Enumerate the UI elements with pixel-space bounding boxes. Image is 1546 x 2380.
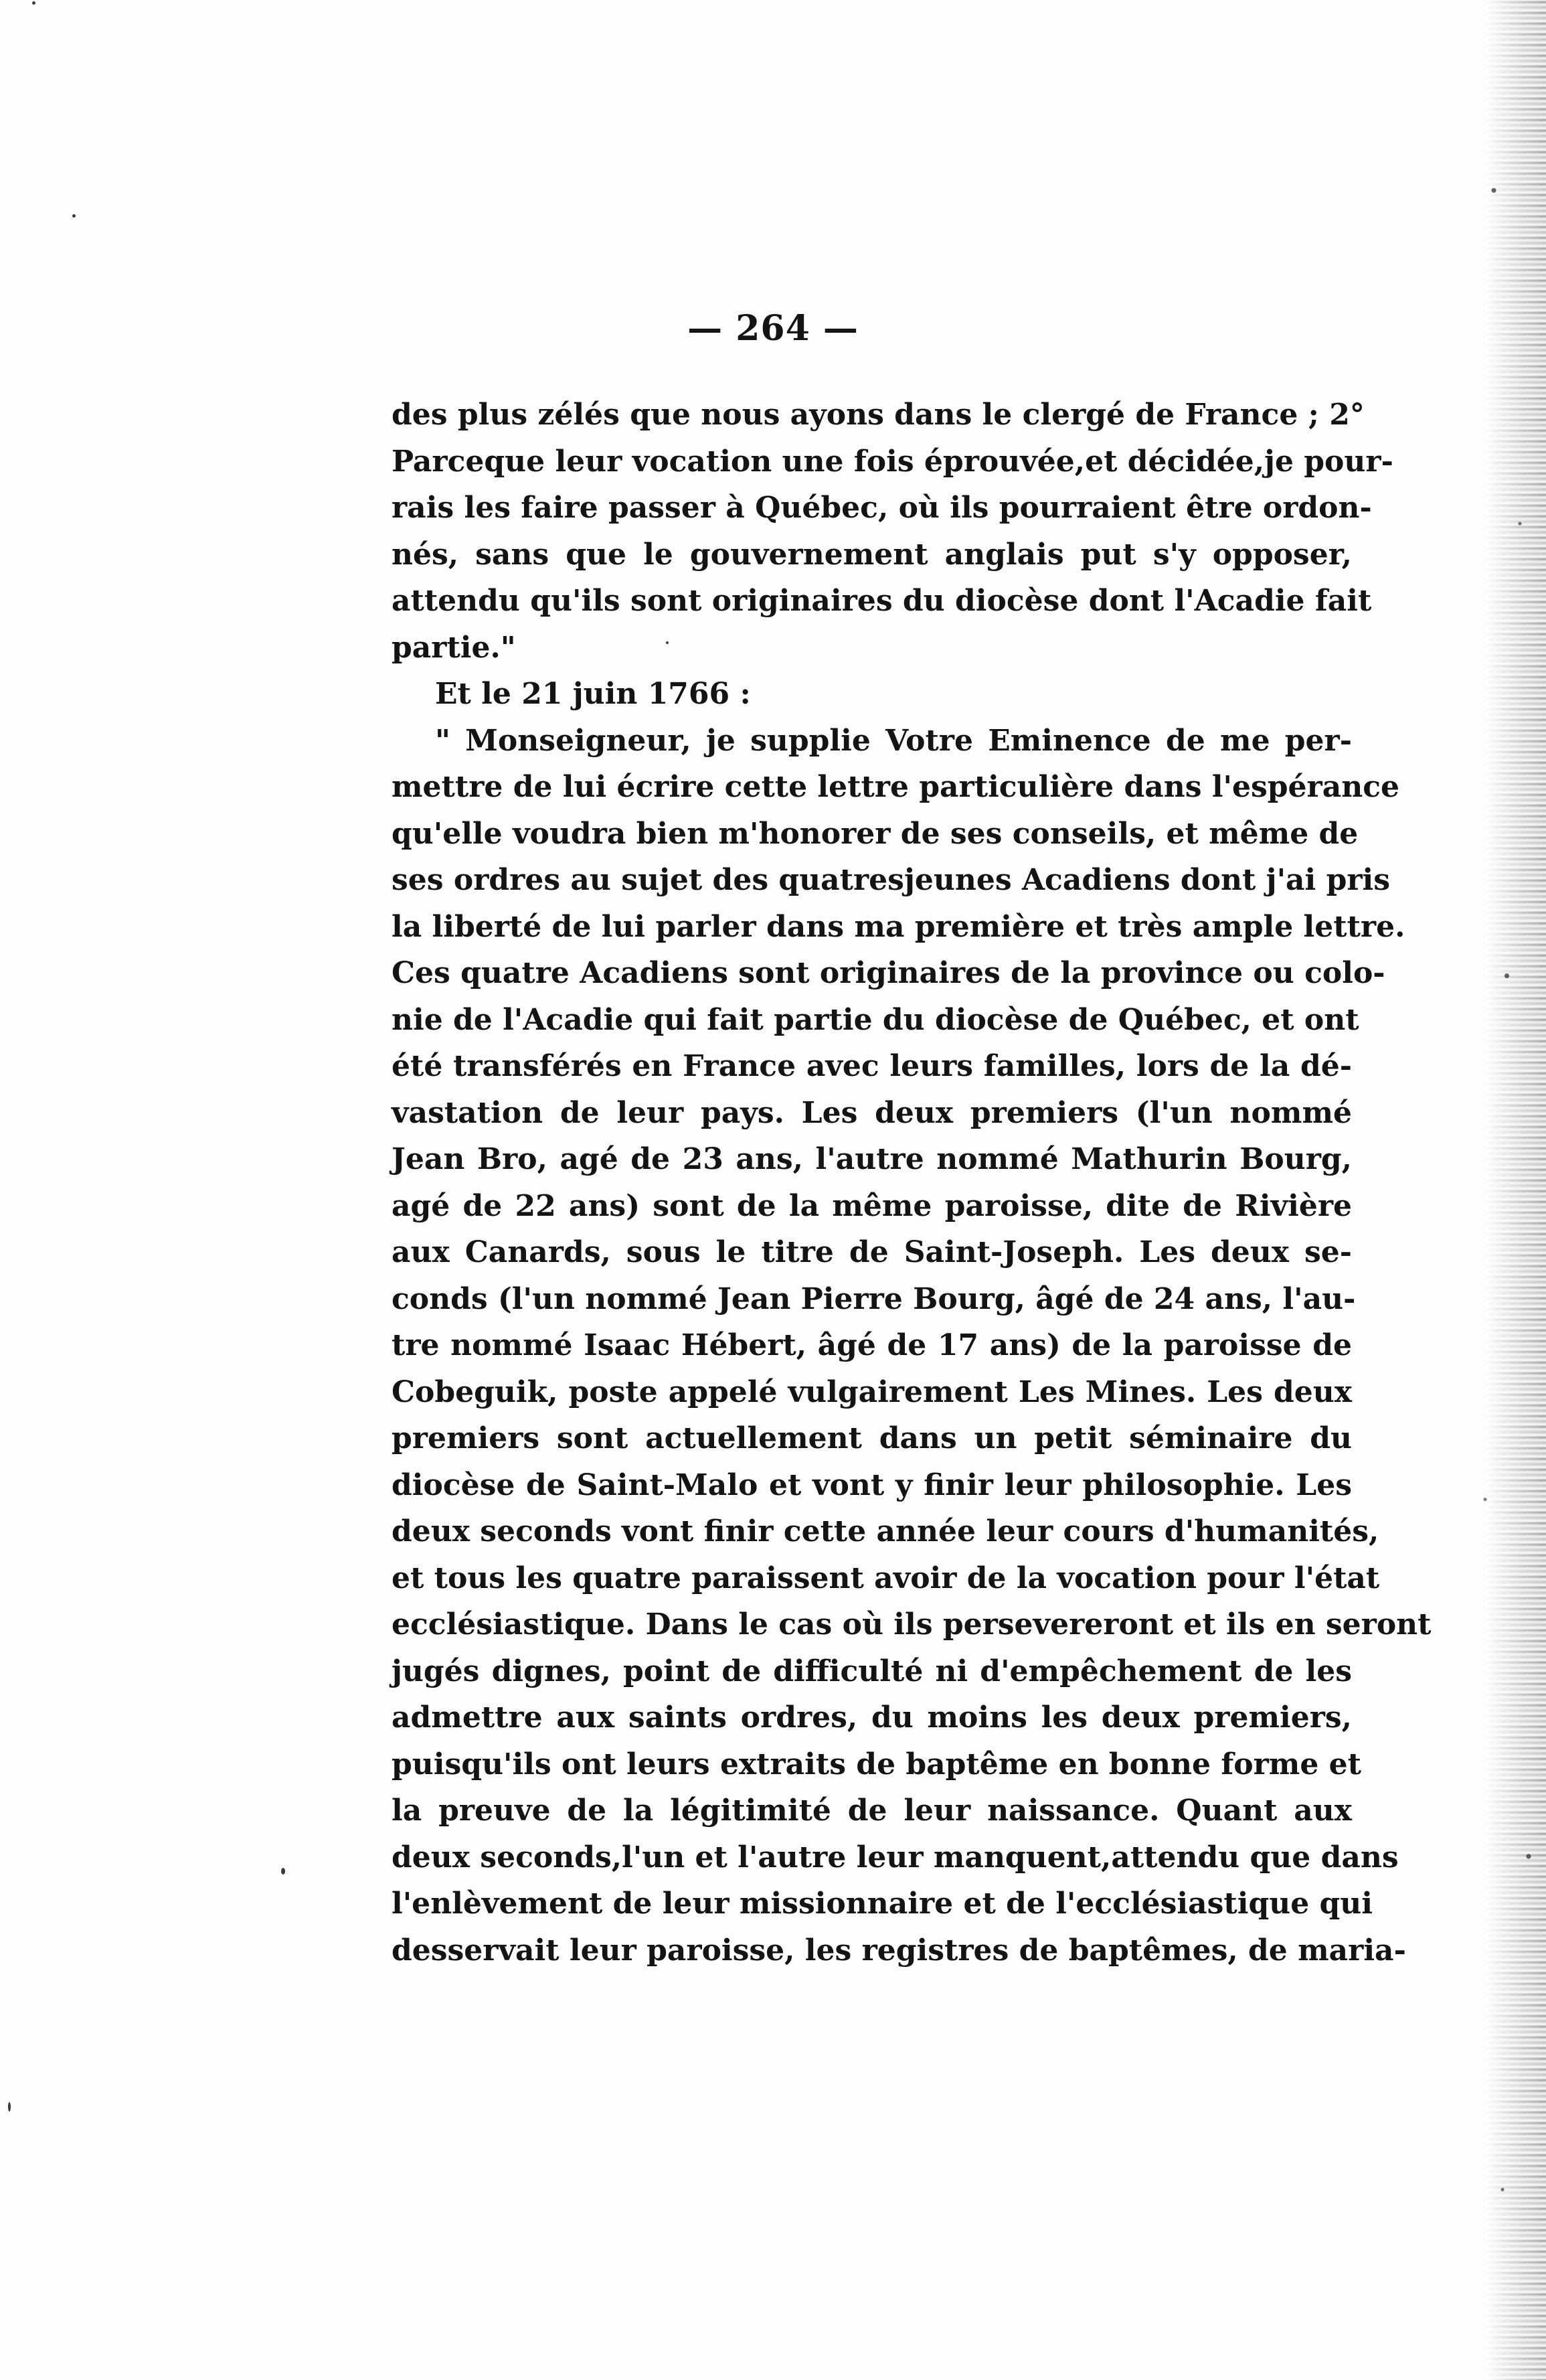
scan-edge-specks — [1459, 0, 1546, 2380]
text-line: admettre aux saints ordres, du moins les deux premiers, — [392, 1700, 1352, 1735]
text-line: vastation de leur pays. Les deux premiers (l'un nommé — [392, 1095, 1352, 1130]
body-text — [392, 392, 1432, 1974]
text-line: partie." — [392, 630, 516, 665]
text-line: ses ordres au sujet des quatresjeunes Acadiens dont j'ai pris — [392, 863, 1391, 897]
text-line: l'enlèvement de leur missionnaire et de l'ecclésiastique qui — [392, 1887, 1373, 1921]
text-line: " Monseigneur, je supplie Votre Eminence de me per- — [435, 723, 1352, 758]
text-line: la preuve de la légitimité de leur naissance. Quant aux — [392, 1794, 1352, 1828]
text-line: Et le 21 juin 1766 : — [435, 677, 751, 711]
text-line: conds (l'un nommé Jean Pierre Bourg, âgé de 24 ans, l'au- — [392, 1281, 1356, 1316]
text-line: aux Canards, sous le titre de Saint-Joseph. Les deux se- — [392, 1235, 1352, 1269]
text-line: ecclésiastique. Dans le cas où ils persevereront et ils en seront — [392, 1607, 1432, 1642]
text-line: deux seconds,l'un et l'autre leur manquent,attendu que dans — [392, 1840, 1399, 1875]
text-line: puisqu'ils ont leurs extraits de baptême en bonne forme et — [392, 1747, 1361, 1781]
dust-speck — [281, 1868, 285, 1875]
text-line: Jean Bro, agé de 23 ans, l'autre nommé Mathurin Bourg, — [392, 1142, 1352, 1176]
text-line: attendu qu'ils sont originaires du diocèse dont l'Acadie fait — [392, 584, 1372, 618]
text-line: été transférés en France avec leurs familles, lors de la dé- — [392, 1049, 1352, 1083]
text-line: la liberté de lui parler dans ma première et très ample lettre. — [392, 909, 1405, 944]
text-line: premiers sont actuellement dans un petit séminaire du — [392, 1421, 1352, 1455]
text-line: nés, sans que le gouvernement anglais put s'y opposer, — [392, 537, 1352, 572]
text-line: et tous les quatre paraissent avoir de la vocation pour l'état — [392, 1561, 1380, 1595]
text-line: desservait leur paroisse, les registres de baptêmes, de maria- — [392, 1933, 1406, 1968]
text-line: nie de l'Acadie qui fait partie du diocèse de Québec, et ont — [392, 1002, 1359, 1037]
text-line: jugés dignes, point de difficulté ni d'empêchement de les — [392, 1654, 1352, 1688]
text-line: agé de 22 ans) sont de la même paroisse, dite de Rivière — [392, 1188, 1352, 1223]
page-number: — 264 — — [687, 308, 859, 349]
dust-speck — [32, 1, 35, 5]
text-line: Cobeguik, poste appelé vulgairement Les Mines. Les deux — [392, 1374, 1352, 1409]
text-line: deux seconds vont finir cette année leur cours d'humanités, — [392, 1514, 1379, 1549]
text-line: diocèse de Saint-Malo et vont y finir leur philosophie. Les — [392, 1467, 1352, 1502]
dust-speck — [8, 2102, 11, 2112]
dust-speck — [72, 214, 76, 218]
text-line: qu'elle voudra bien m'honorer de ses conseils, et même de — [392, 816, 1359, 851]
text-line: des plus zélés que nous ayons dans le clergé de France ; 2° — [392, 398, 1365, 432]
text-line: Parceque leur vocation une fois éprouvée,et décidée,je pour- — [392, 444, 1393, 479]
text-line: rais les faire passer à Québec, où ils pourraient être ordon- — [392, 491, 1372, 525]
text-line: tre nommé Isaac Hébert, âgé de 17 ans) de la paroisse de — [392, 1328, 1352, 1362]
text-line: mettre de lui écrire cette lettre particulière dans l'espérance — [392, 770, 1400, 804]
text-line: Ces quatre Acadiens sont originaires de la province ou colo- — [392, 956, 1385, 990]
